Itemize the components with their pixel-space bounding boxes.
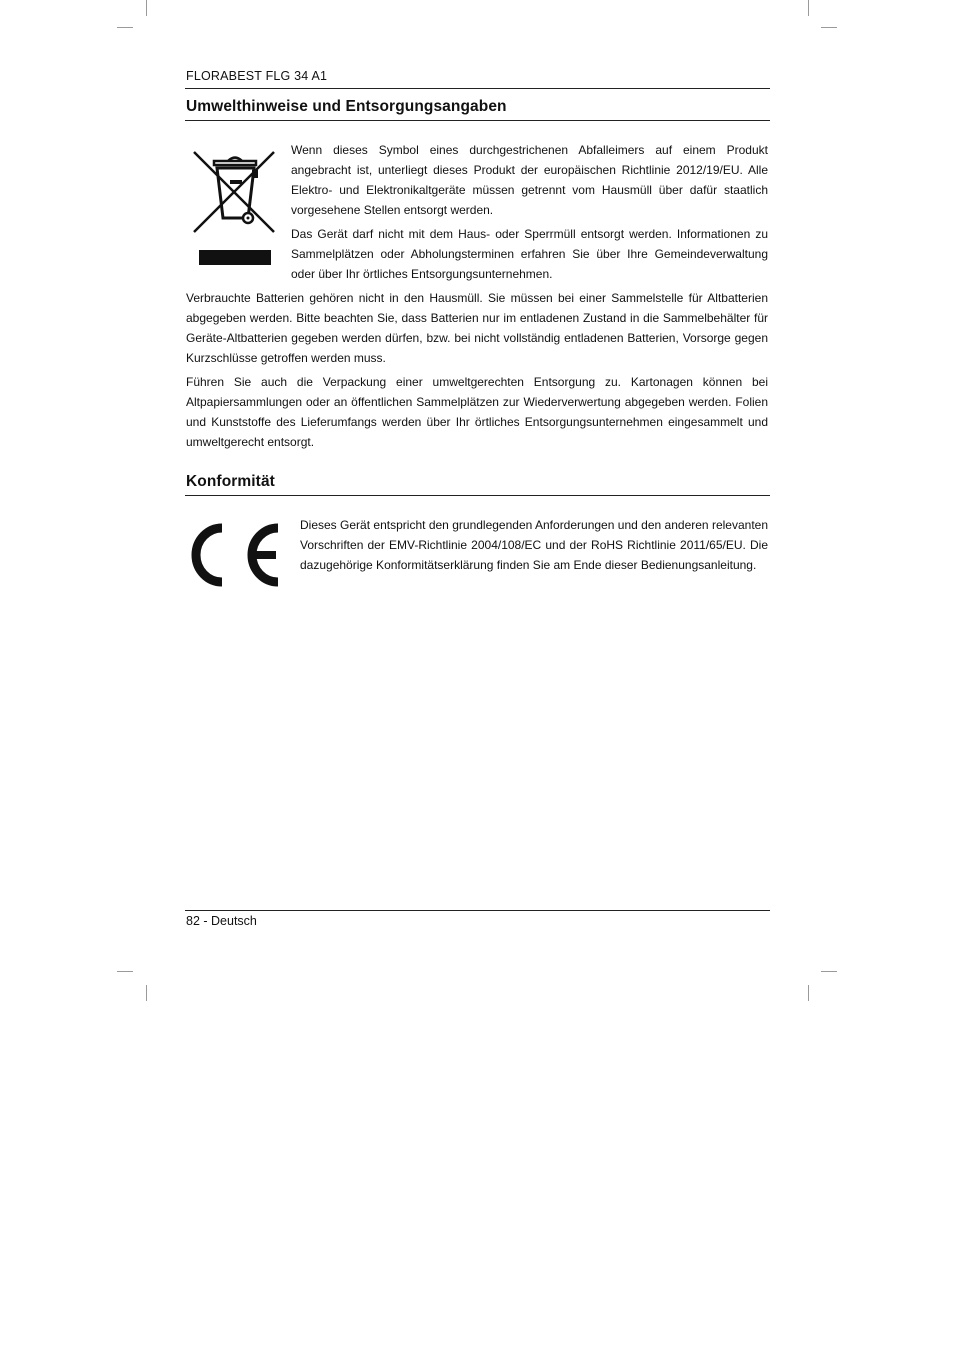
- crop-mark: [821, 27, 837, 28]
- crop-mark: [117, 971, 133, 972]
- disposal-paragraph-1: Wenn dieses Symbol eines durchgestrichenen Abfalleimers auf einem Produkt angebracht ist, unterliegt dieses Produkt der europäischen Richtlinie 2012/19/EU. Alle Elektro- und Elektronikaltgeräte müssen getrennt vom Hausmüll über dafür staatlich vorgesehene Stellen entsorgt werden.: [291, 143, 768, 217]
- section-title-disposal: Umwelthinweise und Entsorgungsangaben: [186, 98, 507, 115]
- section-title-conformity: Konformität: [186, 473, 275, 490]
- crop-mark: [808, 0, 809, 16]
- disposal-paragraph-4: Führen Sie auch die Verpackung einer umweltgerechten Entsorgung zu. Kartonagen können bei Altpapiersammlungen oder an öffentlichen Sammelplätzen zur Wiederverwertung abgegeben werden. Folien und Kunststoffe des Lieferumfangs werden über Ihr örtliches Entsorgungsunternehmen eingesammelt und umweltgerecht entsorgt.: [186, 375, 768, 449]
- conformity-paragraph: Dieses Gerät entspricht den grundlegenden Anforderungen und den anderen relevanten Vorschriften der EMV-Richtlinie 2004/108/EC und der RoHS Richtlinie 2011/65/EU. Die dazugehörige Konformitätserklärung finden Sie am Ende dieser Bedienungsanleitung.: [300, 518, 768, 572]
- disposal-paragraph-2: Das Gerät darf nicht mit dem Haus- oder Sperrmüll entsorgt werden. Informationen zu Sammelplätzen oder Abholungsterminen erfahren Sie über Ihre Gemeindeverwaltung oder über Ihr örtliches Entsorgungsunternehmen.: [291, 227, 768, 281]
- crop-mark: [117, 27, 133, 28]
- crop-mark: [808, 985, 809, 1001]
- crossed-out-wheelie-bin-icon: [190, 148, 280, 270]
- ce-mark-icon: [186, 518, 286, 592]
- footer-rule: [185, 910, 770, 911]
- running-header: FLORABEST FLG 34 A1: [186, 69, 328, 83]
- crop-mark: [146, 0, 147, 16]
- crop-mark: [821, 971, 837, 972]
- crop-mark: [146, 985, 147, 1001]
- section-rule: [185, 495, 770, 496]
- section-rule: [185, 120, 770, 121]
- disposal-paragraph-3: Verbrauchte Batterien gehören nicht in den Hausmüll. Sie müssen bei einer Sammelstelle für Altbatterien abgegeben werden. Bitte beachten Sie, dass Batterien nur im entladenen Zustand in die Sammelbehälter für Geräte-Altbatterien gegeben werden dürfen, bzw. bei nicht vollständig entladenen Batterien, Vorsorge gegen Kurzschlüsse getroffen werden muss.: [186, 291, 768, 365]
- header-rule: [185, 88, 770, 89]
- page-number: 82 - Deutsch: [186, 914, 257, 928]
